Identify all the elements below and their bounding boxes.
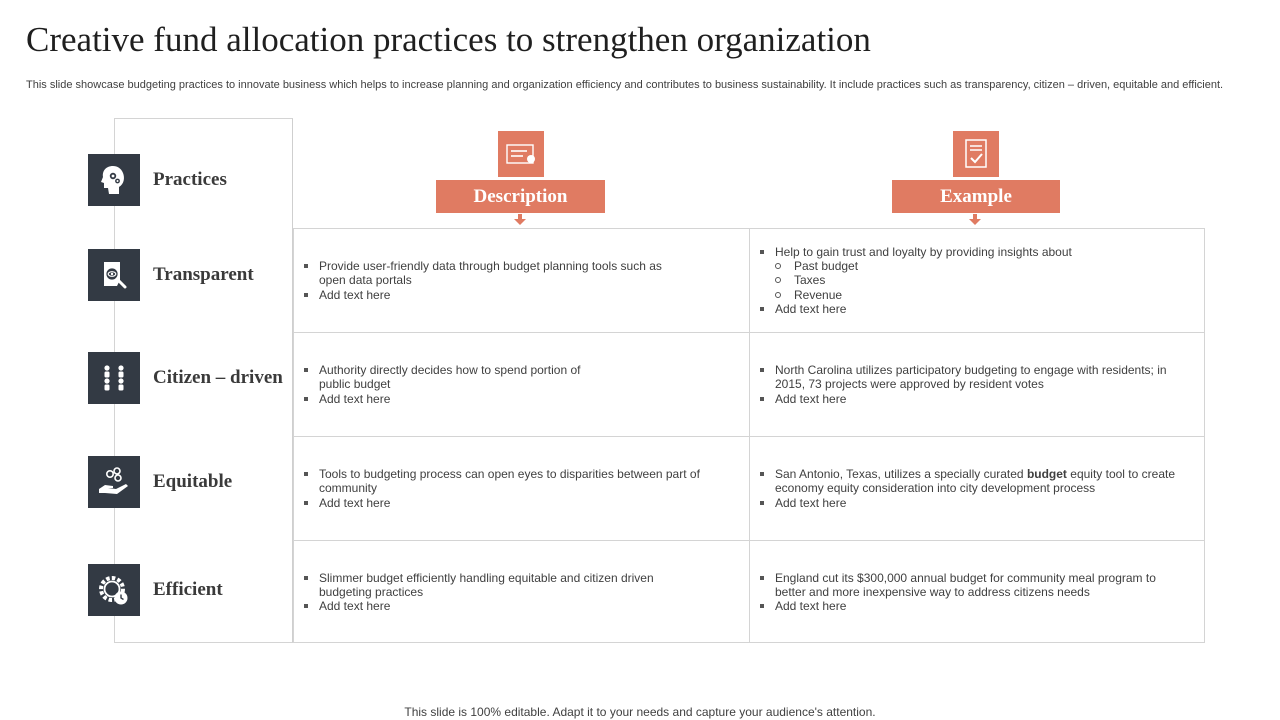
practice-row-citizen-driven <box>88 352 283 404</box>
description-cell <box>294 541 750 643</box>
description-cell <box>294 333 750 437</box>
list-item: Add text here <box>300 496 705 510</box>
list-item: San Antonio, Texas, utilizes a specially curated budget equity tool to create economy equity consideration into city development process <box>756 467 1186 496</box>
down-arrow-icon <box>514 214 526 226</box>
sub-list-item: Taxes <box>756 273 1186 287</box>
list-item: North Carolina utilizes participatory budgeting to engage with residents; in 2015, 73 projects were approved by resident votes <box>756 363 1186 392</box>
sub-list-item: Past budget <box>756 259 1186 273</box>
practice-row-practices <box>88 154 227 206</box>
example-cell <box>750 333 1205 437</box>
practice-label: Equitable <box>153 471 233 492</box>
list-item: Slimmer budget efficiently handling equitable and citizen driven budgeting practices <box>300 571 670 600</box>
list-item: England cut its $300,000 annual budget for community meal program to better and more inexpensive way to address citizens needs <box>756 571 1186 600</box>
practice-label: Practices <box>153 169 227 190</box>
practice-label: Citizen – driven <box>153 367 283 388</box>
description-cell <box>294 437 750 541</box>
sub-list-item: Revenue <box>756 288 1186 302</box>
list-item: Help to gain trust and loyalty by providing insights about <box>756 245 1186 259</box>
description-header: Description <box>436 180 605 213</box>
list-item: Add text here <box>300 599 670 613</box>
practice-label: Transparent <box>153 264 254 285</box>
slide-title: Creative fund allocation practices to strengthen organization <box>26 20 871 59</box>
document-magnifier-icon <box>88 249 140 301</box>
list-item: Add text here <box>756 496 1186 510</box>
hand-coins-icon <box>88 456 140 508</box>
example-cell <box>750 541 1205 643</box>
form-list-icon <box>498 131 544 177</box>
example-cell <box>750 229 1205 333</box>
list-item: Tools to budgeting process can open eyes to disparities between part of community <box>300 467 705 496</box>
practice-row-equitable <box>88 456 232 508</box>
practice-label: Efficient <box>153 579 223 600</box>
list-item: Add text here <box>756 599 1186 613</box>
checked-document-icon <box>953 131 999 177</box>
description-cell <box>294 229 750 333</box>
list-item: Add text here <box>300 288 670 302</box>
down-arrow-icon <box>969 214 981 226</box>
list-item: Add text here <box>756 392 1186 406</box>
list-item: Add text here <box>756 302 1186 316</box>
footer-note: This slide is 100% editable. Adapt it to your needs and capture your audience's attention. <box>404 705 876 719</box>
list-item: Provide user-friendly data through budget planning tools such as open data portals <box>300 259 670 288</box>
practice-row-efficient <box>88 564 223 616</box>
example-header: Example <box>892 180 1060 213</box>
list-item: Add text here <box>300 392 590 406</box>
practice-row-transparent <box>88 249 254 301</box>
gear-clock-icon <box>88 564 140 616</box>
list-item: Authority directly decides how to spend portion of public budget <box>300 363 590 392</box>
people-group-icon <box>88 352 140 404</box>
head-gears-icon <box>88 154 140 206</box>
example-cell <box>750 437 1205 541</box>
slide-subtitle: This slide showcase budgeting practices to innovate business which helps to increase planning and organization efficiency and contributes to business sustainability. It include practices such as transparency, citizen – driven, equitable and efficient. <box>26 79 1224 91</box>
practices-table <box>293 228 1205 643</box>
